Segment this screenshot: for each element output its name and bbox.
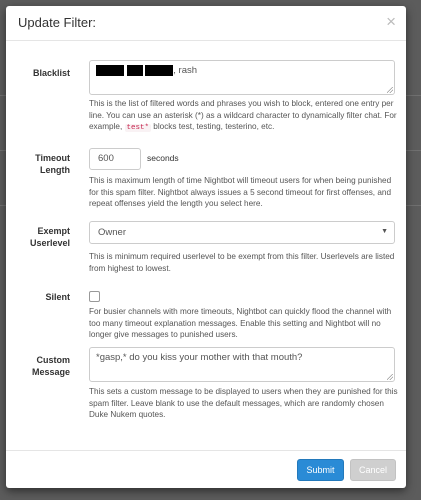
exempt-help: This is minimum required userlevel to be exempt from this filter. Userlevels are listed from highest to lowest. — [89, 252, 395, 273]
silent-help: For busier channels with more timeouts, Nightbot can quickly flood the channel with too many timeout explanation messages. Enable this setting and Nightbot will no longer give messages to punished users. — [89, 307, 392, 339]
submit-button[interactable]: Submit — [297, 459, 344, 481]
modal-title: Update Filter: — [18, 15, 97, 30]
blacklist-textarea[interactable] — [89, 60, 395, 95]
resize-handle[interactable] — [387, 374, 393, 380]
redacted-text — [127, 65, 143, 76]
silent-checkbox[interactable] — [89, 291, 100, 302]
update-filter-modal — [6, 6, 406, 488]
close-icon[interactable]: × — [386, 12, 396, 31]
custom-message-value: *gasp,* do you kiss your mother with that mouth? — [96, 352, 303, 363]
timeout-label: Timeout Length — [35, 153, 70, 175]
custom-message-label: Custom Message — [31, 355, 70, 377]
silent-label: Silent — [45, 292, 70, 302]
code-snippet: test* — [126, 124, 150, 132]
redacted-text — [145, 65, 173, 76]
modal-header — [6, 6, 406, 41]
modal-body — [6, 41, 406, 451]
blacklist-label: Blacklist — [32, 68, 70, 78]
timeout-unit: seconds — [147, 153, 179, 163]
custom-message-help: This sets a custom message to be displayed to users when they are punished for this spam filter. Leave blank to use the default messages, which are randomly chosen Duke Nukem quotes. — [89, 387, 398, 419]
custom-message-textarea[interactable] — [89, 347, 395, 382]
resize-handle[interactable] — [387, 87, 393, 93]
exempt-userlevel-select[interactable] — [89, 221, 395, 244]
modal-footer — [6, 450, 406, 488]
caret-down-icon: ▼ — [381, 228, 388, 235]
timeout-input[interactable]: 600 — [89, 148, 141, 170]
redacted-text — [96, 65, 124, 76]
exempt-selected: Owner — [98, 227, 126, 238]
blacklist-help: This is the list of filtered words and phrases you wish to block, entered one entry per line. You can use an asterisk (*) as a wildcard character to dynamically filter chat. For example, test* blocks test, testing, testerino, etc. — [89, 99, 397, 132]
exempt-label: Exempt Userlevel — [29, 226, 70, 248]
cancel-button[interactable]: Cancel — [350, 459, 396, 481]
blacklist-value: , rash — [173, 65, 198, 77]
timeout-help: This is maximum length of time Nightbot will timeout users for when being punished for this spam filter. Nightbot always issues a 5 second timeout for first offenses, and repeat offenses yield the length you select here. — [89, 176, 392, 208]
